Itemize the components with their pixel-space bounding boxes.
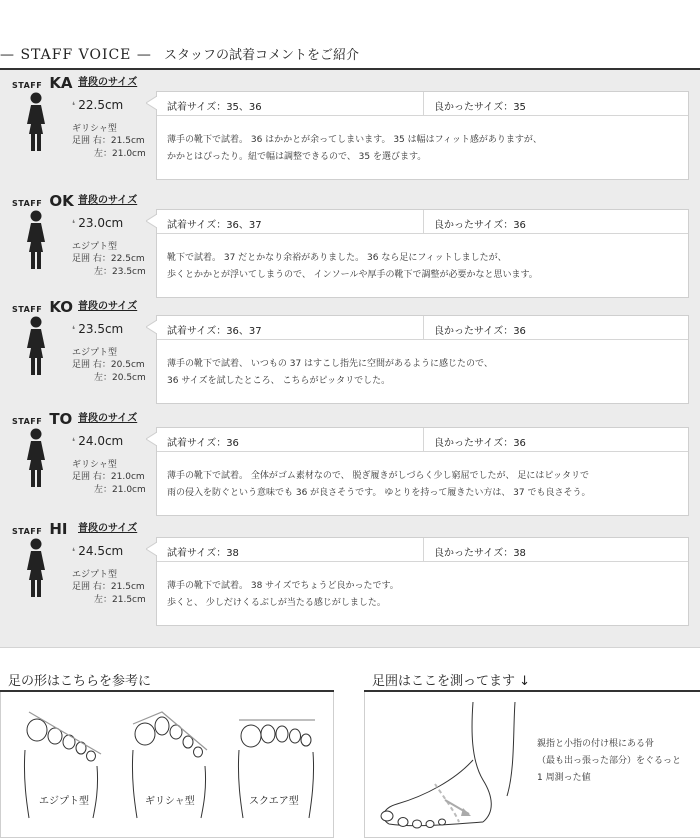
foot-print-icon: ❛ [72,547,76,558]
comment-line: 雨の侵入を防ぐという意味でも 36 が良さそうです。 ゆとりを持って履きたい方は、 37 でも良さそう。 [167,488,591,498]
measure-note-line: 親指と小指の付け根にある骨 [537,739,655,749]
usual-size-label: 普段のサイズ [78,523,138,534]
staff-label: STAFF [12,199,43,208]
foot-girth [72,359,146,385]
left-girth: 21.5cm [112,595,146,605]
left-girth: 21.0cm [112,485,146,495]
foot-print-icon: ❛ [72,437,76,448]
staff-card [0,70,700,170]
staff-card [0,188,700,288]
staff-name [12,73,73,92]
tried-size: 試着サイズ：38 [167,548,239,559]
comment-line: 歩くと、 少しだけくるぶしが当たる感じがしました。 [167,598,386,608]
comment-line: 薄手の靴下で試着、 いつもの 37 はすこし指先に空間があるように感じたので、 [167,359,493,369]
right-girth: 20.5cm [110,360,145,370]
tried-size: 試着サイズ：35、36 [167,102,262,113]
comment-box [156,209,689,298]
left-label: 左： [94,373,113,383]
foot-types-box [0,692,334,838]
tried-size: 試着サイズ：36、37 [167,326,262,337]
size-row [157,210,688,234]
staff-card [0,406,700,506]
right-girth: 21.5cm [110,136,145,146]
right-label: 右： [92,360,111,370]
staff-initials: TO [49,410,73,428]
left-girth: 20.5cm [112,373,146,383]
foot-shape: エジプト型 [72,348,118,358]
girth-label: 足囲 [72,254,91,264]
girth-label: 足囲 [72,136,91,146]
comment-text [167,132,542,166]
girth-label: 足囲 [72,582,91,592]
left-girth: 21.0cm [112,149,146,159]
staff-initials: KA [49,74,73,92]
comment-box [156,537,689,626]
good-size: 良かったサイズ：36 [434,438,526,449]
usual-size [72,544,123,558]
speech-pointer [146,542,157,556]
comment-box [156,427,689,516]
good-size: 良かったサイズ：36 [434,220,526,231]
foot-shape: エジプト型 [72,242,118,252]
egyptian-label: エジプト型 [39,796,89,807]
divider [423,92,424,116]
usual-size-label: 普段のサイズ [78,77,138,88]
comment-line: 薄手の靴下で試着。 全体がゴム素材なので、 脱ぎ履きがしづらく少し窮屈でしたが、 足にはピッタリで [167,471,590,481]
person-icon [22,210,50,270]
header-title-jp: スタッフの試着コメントをご紹介 [164,48,360,63]
speech-pointer [146,432,157,446]
foot-girth [72,471,146,497]
left-label: 左： [94,595,113,605]
foot-print-icon: ❛ [72,101,76,112]
good-size: 良かったサイズ：38 [434,548,526,559]
staff-initials: OK [49,192,74,210]
size-row [157,92,688,116]
staff-initials: KO [49,298,74,316]
person-icon [22,428,50,488]
comment-text [167,578,399,612]
foot-print-icon: ❛ [72,325,76,336]
speech-pointer [146,96,157,110]
staff-label: STAFF [12,417,43,426]
header-title-en: — STAFF VOICE — [0,47,152,63]
usual-size-value: 24.0cm [78,434,124,448]
left-girth: 23.5cm [112,267,146,277]
usual-size-value: 23.0cm [78,216,124,230]
comment-line: 靴下で試着。 37 だとかなり余裕がありました。 36 なら足にフィットしましたが、 [167,253,507,263]
usual-size-value: 23.5cm [78,322,124,336]
header-title [0,44,359,63]
girth-label: 足囲 [72,360,91,370]
right-girth: 21.0cm [110,472,145,482]
staff-name [12,297,73,316]
square-label: スクエア型 [249,796,299,807]
tried-size: 試着サイズ：36 [167,438,239,449]
foot-print-icon: ❛ [72,219,76,230]
person-icon [22,92,50,152]
right-girth: 21.5cm [110,582,145,592]
comment-text [167,250,538,284]
left-label: 左： [94,149,113,159]
divider [423,316,424,340]
size-row [157,538,688,562]
comment-line: 歩くとかかとが浮いてしまうので、 インソールや厚手の靴下で調整が必要かなと思います。 [167,270,538,280]
staff-initials: HI [49,520,68,538]
measure-title: 足囲はここを測ってます ↓ [372,674,531,689]
divider [423,210,424,234]
right-girth: 22.5cm [110,254,145,264]
section-header [0,0,700,70]
usual-size [72,216,123,230]
staff-card [0,294,700,394]
staff-list [0,70,700,648]
divider [423,538,424,562]
comment-line: 36 サイズを試したところ、 こちらがピッタリでした。 [167,376,391,386]
measure-note-line: 1 周測った値 [537,773,591,783]
left-label: 左： [94,485,113,495]
speech-pointer [146,320,157,334]
staff-label: STAFF [12,81,43,90]
staff-name [12,191,74,210]
foot-shape: ギリシャ型 [72,460,117,470]
usual-size [72,322,123,336]
foot-girth [72,253,146,279]
right-label: 右： [92,254,111,264]
usual-size [72,98,123,112]
staff-name [12,519,67,538]
girth-label: 足囲 [72,472,91,482]
comment-box [156,315,689,404]
foot-girth [72,135,146,161]
greek-label: ギリシャ型 [145,796,195,807]
staff-label: STAFF [12,527,43,536]
size-row [157,316,688,340]
usual-size-value: 24.5cm [78,544,124,558]
size-row [157,428,688,452]
staff-card [0,516,700,616]
left-label: 左： [94,267,113,277]
right-label: 右： [92,472,111,482]
speech-pointer [146,214,157,228]
tried-size: 試着サイズ：36、37 [167,220,262,231]
measure-box [364,692,700,838]
comment-line: かかとはぴったり。紐で幅は調整できるので、 35 を選びます。 [167,152,427,162]
good-size: 良かったサイズ：35 [434,102,526,113]
measure-note-line: （最も出っ張った部分）をぐるっと [537,756,682,766]
usual-size-label: 普段のサイズ [78,195,138,206]
staff-label: STAFF [12,305,43,314]
good-size: 良かったサイズ：36 [434,326,526,337]
divider [423,428,424,452]
usual-size-value: 22.5cm [78,98,124,112]
comment-text [167,468,591,502]
foot-measure-icon [375,700,525,830]
staff-name [12,409,72,428]
person-icon [22,538,50,598]
foot-types-title: 足の形はこちらを参考に [8,674,152,689]
usual-size [72,434,123,448]
foot-shape: ギリシャ型 [72,124,117,134]
foot-girth [72,581,146,607]
usual-size-label: 普段のサイズ [78,301,138,312]
right-label: 右： [92,136,111,146]
measure-note [537,736,681,787]
right-label: 右： [92,582,111,592]
comment-line: 薄手の靴下で試着。 38 サイズでちょうど良かったです。 [167,581,399,591]
usual-size-label: 普段のサイズ [78,413,138,424]
comment-line: 薄手の靴下で試着。 36 はかかとが余ってしまいます。 35 は幅はフィット感がありますが、 [167,135,542,145]
comment-box [156,91,689,180]
foot-shape: エジプト型 [72,570,118,580]
person-icon [22,316,50,376]
comment-text [167,356,493,390]
